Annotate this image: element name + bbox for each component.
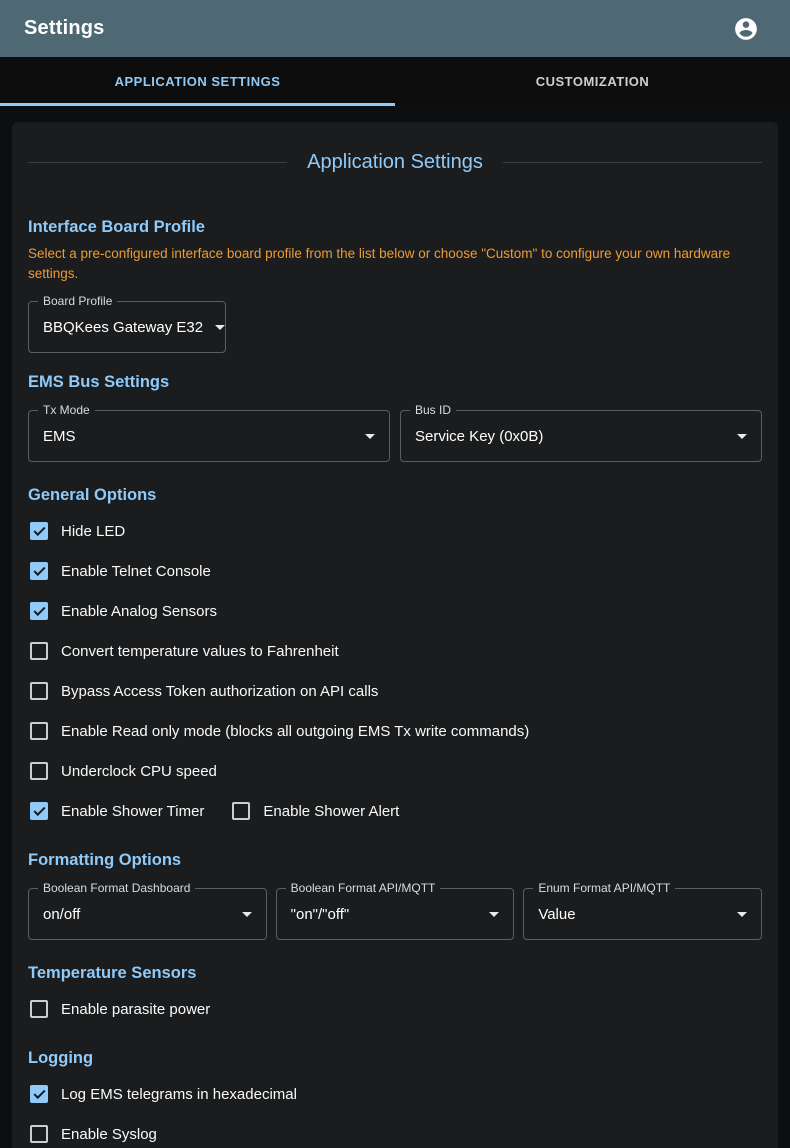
checkbox-label: Enable Shower Alert — [263, 802, 400, 820]
checkbox-row-analog-sensors[interactable] — [28, 591, 762, 631]
field-value: EMS — [43, 427, 76, 445]
checkbox-label: Enable Analog Sensors — [61, 602, 217, 620]
checkbox[interactable] — [30, 722, 48, 740]
checkbox[interactable] — [30, 642, 48, 660]
tab-indicator — [0, 103, 395, 106]
section-heading-logging: Logging — [28, 1049, 94, 1067]
dropdown-arrow-icon — [215, 325, 225, 330]
section-heading-formatting: Formatting Options — [28, 851, 182, 869]
field-label: Bus ID — [410, 403, 456, 418]
tab-application-settings[interactable] — [0, 57, 395, 106]
page-title: Application Settings — [307, 150, 483, 173]
dropdown-arrow-icon — [737, 912, 747, 917]
tab-label: APPLICATION SETTINGS — [114, 74, 281, 89]
checkbox[interactable] — [30, 1125, 48, 1143]
checkbox-label: Bypass Access Token authorization on API calls — [61, 682, 379, 700]
field-label: Boolean Format API/MQTT — [286, 881, 441, 896]
checkbox-row-bypass-token[interactable] — [28, 671, 762, 711]
account-circle-icon — [733, 16, 759, 42]
dropdown-arrow-icon — [489, 912, 499, 917]
checkbox[interactable] — [30, 602, 48, 620]
tx-mode-select[interactable] — [28, 403, 390, 462]
checkbox-row-underclock[interactable] — [28, 751, 762, 791]
field-label: Boolean Format Dashboard — [38, 881, 195, 896]
page-title-row — [28, 140, 762, 184]
account-button[interactable] — [730, 13, 762, 45]
interface-board-description: Select a pre-configured interface board profile from the list below or choose "Custom" to configure your own hardware settings. — [28, 246, 731, 281]
divider — [28, 162, 287, 163]
checkbox[interactable] — [232, 802, 250, 820]
dropdown-arrow-icon — [365, 434, 375, 439]
checkbox-label: Enable Telnet Console — [61, 562, 211, 580]
boolean-format-dashboard-select[interactable] — [28, 881, 267, 940]
checkbox-label: Enable parasite power — [61, 1000, 211, 1018]
checkbox-row-syslog[interactable] — [28, 1114, 762, 1148]
settings-card — [12, 122, 778, 1148]
checkbox-row-shower-timer[interactable] — [28, 802, 204, 820]
bus-id-select[interactable] — [400, 403, 762, 462]
section-heading-general: General Options — [28, 486, 157, 504]
tab-label: CUSTOMIZATION — [535, 74, 650, 89]
divider — [503, 162, 762, 163]
dropdown-arrow-icon — [242, 912, 252, 917]
app-bar-title: Settings — [24, 17, 105, 39]
app-bar — [0, 0, 790, 57]
field-value: "on"/"off" — [290, 905, 350, 923]
checkbox-row-log-hex[interactable] — [28, 1074, 762, 1114]
checkbox[interactable] — [30, 562, 48, 580]
section-heading-interface-board: Interface Board Profile — [28, 218, 205, 236]
checkbox-row-fahrenheit[interactable] — [28, 631, 762, 671]
checkbox-label: Log EMS telegrams in hexadecimal — [61, 1085, 297, 1103]
field-label: Board Profile — [38, 294, 117, 309]
checkbox-row-telnet[interactable] — [28, 551, 762, 591]
field-value: BBQKees Gateway E32 — [43, 318, 204, 336]
checkbox-row-hide-led[interactable] — [28, 511, 762, 551]
checkbox-row-read-only[interactable] — [28, 711, 762, 751]
checkbox[interactable] — [30, 802, 48, 820]
checkbox[interactable] — [30, 682, 48, 700]
checkbox-label: Underclock CPU speed — [61, 762, 217, 780]
checkbox-label: Enable Syslog — [61, 1125, 157, 1143]
enum-format-api-select[interactable] — [523, 881, 762, 940]
field-label: Tx Mode — [38, 403, 95, 418]
checkbox-label: Hide LED — [61, 522, 126, 540]
section-heading-temperature-sensors: Temperature Sensors — [28, 964, 197, 982]
tab-bar — [0, 57, 790, 106]
checkbox-row-shower-alert[interactable] — [230, 802, 399, 820]
shower-options-row — [28, 791, 762, 831]
section-heading-ems-bus: EMS Bus Settings — [28, 373, 170, 391]
field-value: Value — [538, 905, 576, 923]
field-value: Service Key (0x0B) — [415, 427, 544, 445]
dropdown-arrow-icon — [737, 434, 747, 439]
field-label: Enum Format API/MQTT — [533, 881, 675, 896]
checkbox[interactable] — [30, 522, 48, 540]
tab-customization[interactable] — [395, 57, 790, 106]
field-value: on/off — [43, 905, 81, 923]
boolean-format-api-select[interactable] — [276, 881, 515, 940]
checkbox[interactable] — [30, 1085, 48, 1103]
checkbox-label: Enable Read only mode (blocks all outgoing EMS Tx write commands) — [61, 722, 530, 740]
checkbox-label: Convert temperature values to Fahrenheit — [61, 642, 339, 660]
checkbox-label: Enable Shower Timer — [61, 802, 205, 820]
checkbox[interactable] — [30, 762, 48, 780]
ems-bus-fields — [28, 403, 762, 462]
checkbox[interactable] — [30, 1000, 48, 1018]
checkbox-row-parasite-power[interactable] — [28, 989, 762, 1029]
board-profile-select[interactable] — [28, 294, 226, 353]
formatting-fields — [28, 881, 762, 940]
